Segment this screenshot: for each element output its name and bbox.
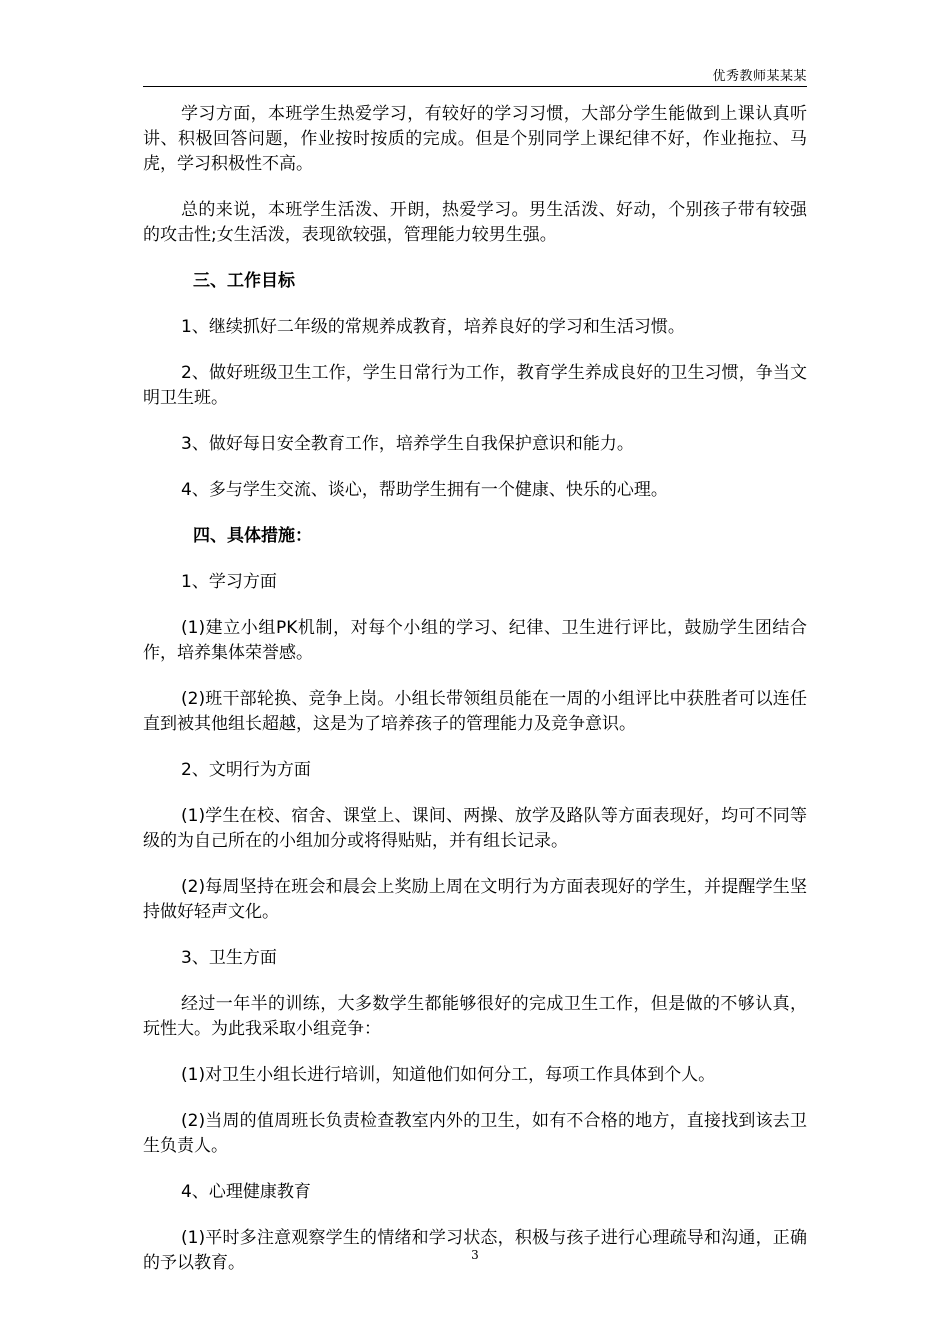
document-body	[143, 102, 807, 1297]
subsection-heading: 1、学习方面	[181, 572, 277, 592]
goal-item: 3、做好每日安全教育工作，培养学生自我保护意识和能力。	[181, 434, 634, 454]
page-number: 3	[471, 1248, 479, 1262]
measure-item: (2)当周的值周班长负责检查教室内外的卫生，如有不合格的地方，直接找到该去卫生负责人。	[143, 1111, 807, 1156]
paragraph-summary: 总的来说，本班学生活泼、开朗，热爱学习。男生活泼、好动，个别孩子带有较强的攻击性;女生活泼，表现欲较强，管理能力较男生强。	[143, 200, 807, 245]
subsection-heading: 2、文明行为方面	[181, 760, 311, 780]
section-heading-goals: 三、工作目标	[193, 271, 295, 291]
goal-item: 2、做好班级卫生工作，学生日常行为工作，教育学生养成良好的卫生习惯，争当文明卫生班。	[143, 363, 807, 408]
measure-item: (1)建立小组PK机制，对每个小组的学习、纪律、卫生进行评比，鼓励学生团结合作，培养集体荣誉感。	[143, 618, 807, 663]
measure-item: (1)平时多注意观察学生的情绪和学习状态，积极与孩子进行心理疏导和沟通，正确的予以教育。	[143, 1228, 807, 1273]
section-heading-measures: 四、具体措施：	[193, 526, 312, 546]
measure-item: (2)每周坚持在班会和晨会上奖励上周在文明行为方面表现好的学生，并提醒学生坚持做好轻声文化。	[143, 877, 807, 922]
subsection-heading: 4、心理健康教育	[181, 1182, 311, 1202]
goal-item: 1、继续抓好二年级的常规养成教育，培养良好的学习和生活习惯。	[181, 317, 685, 337]
paragraph-study: 学习方面，本班学生热爱学习，有较好的学习习惯，大部分学生能做到上课认真听讲、积极回答问题，作业按时按质的完成。但是个别同学上课纪律不好，作业拖拉、马虎，学习积极性不高。	[143, 104, 807, 174]
paragraph-hygiene: 经过一年半的训练，大多数学生都能够很好的完成卫生工作，但是做的不够认真，玩性大。为此我采取小组竞争：	[143, 994, 807, 1039]
measure-item: (1)学生在校、宿舍、课堂上、课间、两操、放学及路队等方面表现好，均可不同等级的为自己所在的小组加分或将得贴贴，并有组长记录。	[143, 806, 807, 851]
measure-item: (2)班干部轮换、竞争上岗。小组长带领组员能在一周的小组评比中获胜者可以连任直到被其他组长超越，这是为了培养孩子的管理能力及竞争意识。	[143, 689, 807, 734]
page-header	[143, 60, 807, 87]
header-title: 优秀教师某某某	[712, 69, 807, 84]
goal-item: 4、多与学生交流、谈心，帮助学生拥有一个健康、快乐的心理。	[181, 480, 668, 500]
measure-item: (1)对卫生小组长进行培训，知道他们如何分工，每项工作具体到个人。	[181, 1065, 716, 1085]
subsection-heading: 3、卫生方面	[181, 948, 277, 968]
